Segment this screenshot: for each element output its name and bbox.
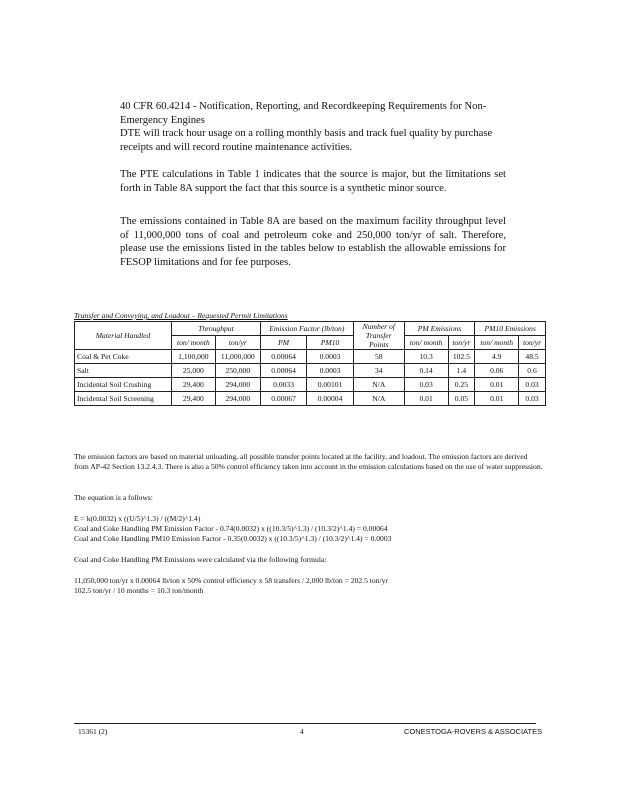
table-row xyxy=(75,392,546,406)
table-cell: 0.00004 xyxy=(307,392,353,406)
table-cell: 0.01 xyxy=(475,378,519,392)
footer-docnum: 15361 (2) xyxy=(78,727,108,736)
table-cell: 4.9 xyxy=(475,350,519,364)
table-cell: 0.03 xyxy=(404,378,448,392)
footer-company: CONESTOGA-ROVERS & ASSOCIATES xyxy=(404,727,543,736)
table-cell: 250,000 xyxy=(215,364,260,378)
table-cell: Salt xyxy=(75,364,172,378)
table-cell: 0.06 xyxy=(475,364,519,378)
table-cell: 58 xyxy=(353,350,404,364)
table-cell: 102.5 xyxy=(448,350,475,364)
note: Coal and Coke Handling PM Emissions were calculated via the following formula: xyxy=(74,555,327,564)
col-header: PM10 xyxy=(307,336,353,350)
note: The emission factors are based on material unloading, all possible transfer points located at the facility, and loadout. The emission factors are derived from AP-42 Section 13.2.4.3. There is also a 50% control efficiency taken into account in the emission calculations based on the use of water suppression. xyxy=(74,452,543,471)
table-cell: Coal & Pet Coke xyxy=(75,350,172,364)
equation: E = k(0.0032) x ((U/5)^1.3) / ((M/2)^1.4) xyxy=(74,514,201,523)
table-cell: 0.00067 xyxy=(260,392,306,406)
table-cell: Incidental Soil Screening xyxy=(75,392,172,406)
paragraph: The PTE calculations in Table 1 indicates that the source is major, but the limitations set forth in Table 8A support the fact that this source is a synthetic minor source. xyxy=(120,169,506,194)
table-cell: Incidental Soil Crushing xyxy=(75,378,172,392)
table-cell: N/A xyxy=(353,378,404,392)
col-header: Throughput xyxy=(172,322,261,336)
calculation: 11,050,000 ton/yr x 0.00064 lb/ton x 50% control efficiency x 58 transfers / 2,000 lb/ton = 202.5 ton/yr xyxy=(74,576,388,585)
col-header: PM Emissions xyxy=(404,322,475,336)
table-caption: Transfer and Conveying, and Loadout – Requested Permit Limitations xyxy=(74,311,288,320)
note: The equation is a follows: xyxy=(74,493,153,502)
table-cell: 34 xyxy=(353,364,404,378)
table-cell: 0.25 xyxy=(448,378,475,392)
table-cell: 0.00101 xyxy=(307,378,353,392)
table-cell: 0.05 xyxy=(448,392,475,406)
table-cell: 10.3 xyxy=(404,350,448,364)
footer-rule xyxy=(74,723,536,724)
table-cell: N/A xyxy=(353,392,404,406)
table-cell: 0.01 xyxy=(475,392,519,406)
table-cell: 29,400 xyxy=(172,392,216,406)
col-header: ton/yr xyxy=(519,336,546,350)
col-header: ton/yr xyxy=(215,336,260,350)
col-header: PM xyxy=(260,336,306,350)
table-cell: 48.5 xyxy=(519,350,546,364)
section-heading: 40 CFR 60.4214 - Notification, Reporting, and Recordkeeping Requirements for Non-Emergency Engines xyxy=(120,101,487,126)
col-header: ton/ month xyxy=(404,336,448,350)
table-cell: 294,000 xyxy=(215,378,260,392)
equation: Coal and Coke Handling PM10 Emission Factor - 0.35(0.0032) x ((10.3/5)^1.3) / (10.3/2)^1.4) = 0.0003 xyxy=(74,534,392,543)
table-cell: 25,000 xyxy=(172,364,216,378)
paragraph: DTE will track hour usage on a rolling monthly basis and track fuel quality by purchase receipts and will record routine maintenance activities. xyxy=(120,128,493,153)
table-row xyxy=(75,364,546,378)
equation: Coal and Coke Handling PM Emission Factor - 0.74(0.0032) x ((10.3/5)^1.3) / (10.3/2)^1.4) = 0.00064 xyxy=(74,524,388,533)
col-header: PM10 Emissions xyxy=(475,322,546,336)
col-header: ton/yr xyxy=(448,336,475,350)
table-cell: 0.0033 xyxy=(260,378,306,392)
table-cell: 1,100,000 xyxy=(172,350,216,364)
table-cell: 0.00064 xyxy=(260,350,306,364)
table-cell: 0.0003 xyxy=(307,350,353,364)
table-cell: 11,000,000 xyxy=(215,350,260,364)
page-number: 4 xyxy=(300,727,304,736)
table-cell: 0.01 xyxy=(404,392,448,406)
table-row xyxy=(75,378,546,392)
table-row xyxy=(75,350,546,364)
table-cell: 29,400 xyxy=(172,378,216,392)
table-cell: 0.03 xyxy=(519,378,546,392)
table-cell: 294,000 xyxy=(215,392,260,406)
paragraph: The emissions contained in Table 8A are based on the maximum facility throughput level of 11,000,000 tons of coal and petroleum coke and 250,000 ton/yr of salt. Therefore, please use the emissions listed in the tables below to establish the allowable emissions for FESOP limitations and for fee purposes. xyxy=(120,216,506,268)
table-cell: 0.00064 xyxy=(260,364,306,378)
col-header: Number of Transfer Points xyxy=(353,322,404,350)
calculation: 102.5 ton/yr / 10 months = 10.3 ton/month xyxy=(74,586,204,595)
permit-limitations-table xyxy=(74,321,546,406)
table-cell: 0.14 xyxy=(404,364,448,378)
col-header: ton/ month xyxy=(172,336,216,350)
table-cell: 1.4 xyxy=(448,364,475,378)
table-cell: 0.0003 xyxy=(307,364,353,378)
col-header: ton/ month xyxy=(475,336,519,350)
table-cell: 0.03 xyxy=(519,392,546,406)
table-cell: 0.6 xyxy=(519,364,546,378)
col-header: Material Handled xyxy=(75,322,172,350)
col-header: Emission Factor (lb/ton) xyxy=(260,322,353,336)
